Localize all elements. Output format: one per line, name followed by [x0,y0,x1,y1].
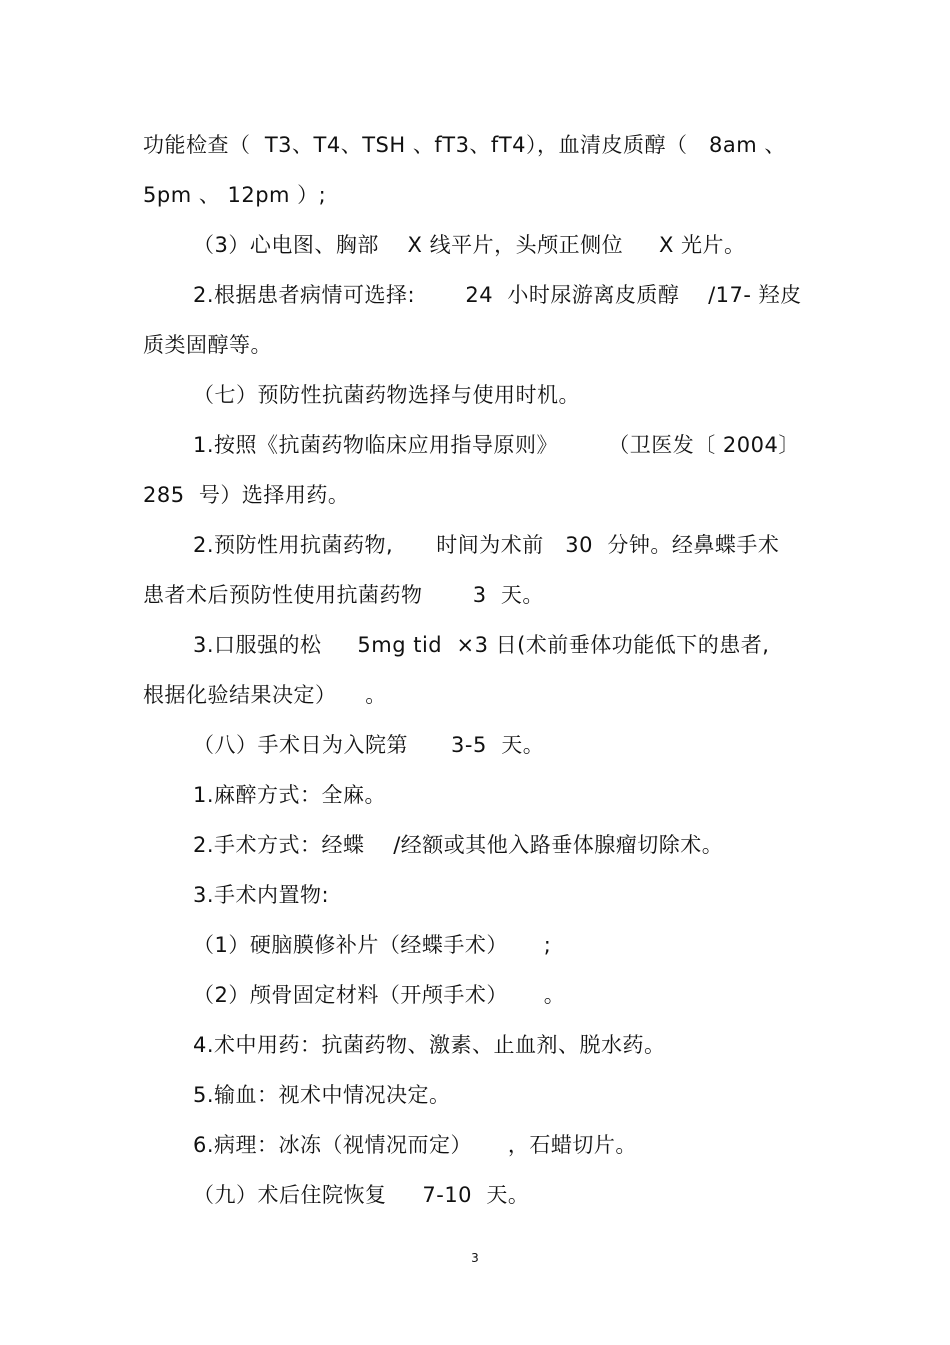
text-line: 5pm 、 12pm ）; [143,183,327,207]
text-line: 质类固醇等。 [143,333,272,357]
text-line: 4.术中用药：抗菌药物、激素、止血剂、脱水药。 [193,1033,666,1057]
text-line: 2.根据患者病情可选择: 24 小时尿游离皮质醇 /17- 羟皮 [193,283,802,307]
text-line: （2）颅骨固定材料（开颅手术） 。 [193,983,566,1007]
text-line: 5.输血：视术中情况决定。 [193,1083,451,1107]
text-line: 1.麻醉方式：全麻。 [193,783,387,807]
page-number: 3 [471,1251,479,1265]
section-heading: （八）手术日为入院第 3-5 天。 [193,733,545,757]
section-heading: （九）术后住院恢复 7-10 天。 [193,1183,530,1207]
text-line: （3）心电图、胸部 X 线平片，头颅正侧位 X 光片。 [193,233,746,257]
text-line: 285 号）选择用药。 [143,483,350,507]
text-line: 3.手术内置物: [193,883,330,907]
text-line: 6.病理：冰冻（视情况而定） ，石蜡切片。 [193,1133,637,1157]
text-line: 2.预防性用抗菌药物, 时间为术前 30 分钟。经鼻蝶手术 [193,533,780,557]
text-line: 2.手术方式：经蝶 /经额或其他入路垂体腺瘤切除术。 [193,833,724,857]
text-line: 功能检查（ T3、T4、TSH 、fT3、fT4），血清皮质醇（ 8am 、 [143,133,786,157]
text-line: 根据化验结果决定） 。 [143,683,387,707]
text-line: 3.口服强的松 5mg tid ×3 日(术前垂体功能低下的患者, [193,633,770,657]
section-heading: （七）预防性抗菌药物选择与使用时机。 [193,383,580,407]
text-line: 患者术后预防性使用抗菌药物 3 天。 [143,583,544,607]
text-line: （1）硬脑膜修补片（经蝶手术） ; [193,933,552,957]
text-line: 1.按照《抗菌药物临床应用指导原则》 （卫医发〔 2004〕 [193,433,800,457]
